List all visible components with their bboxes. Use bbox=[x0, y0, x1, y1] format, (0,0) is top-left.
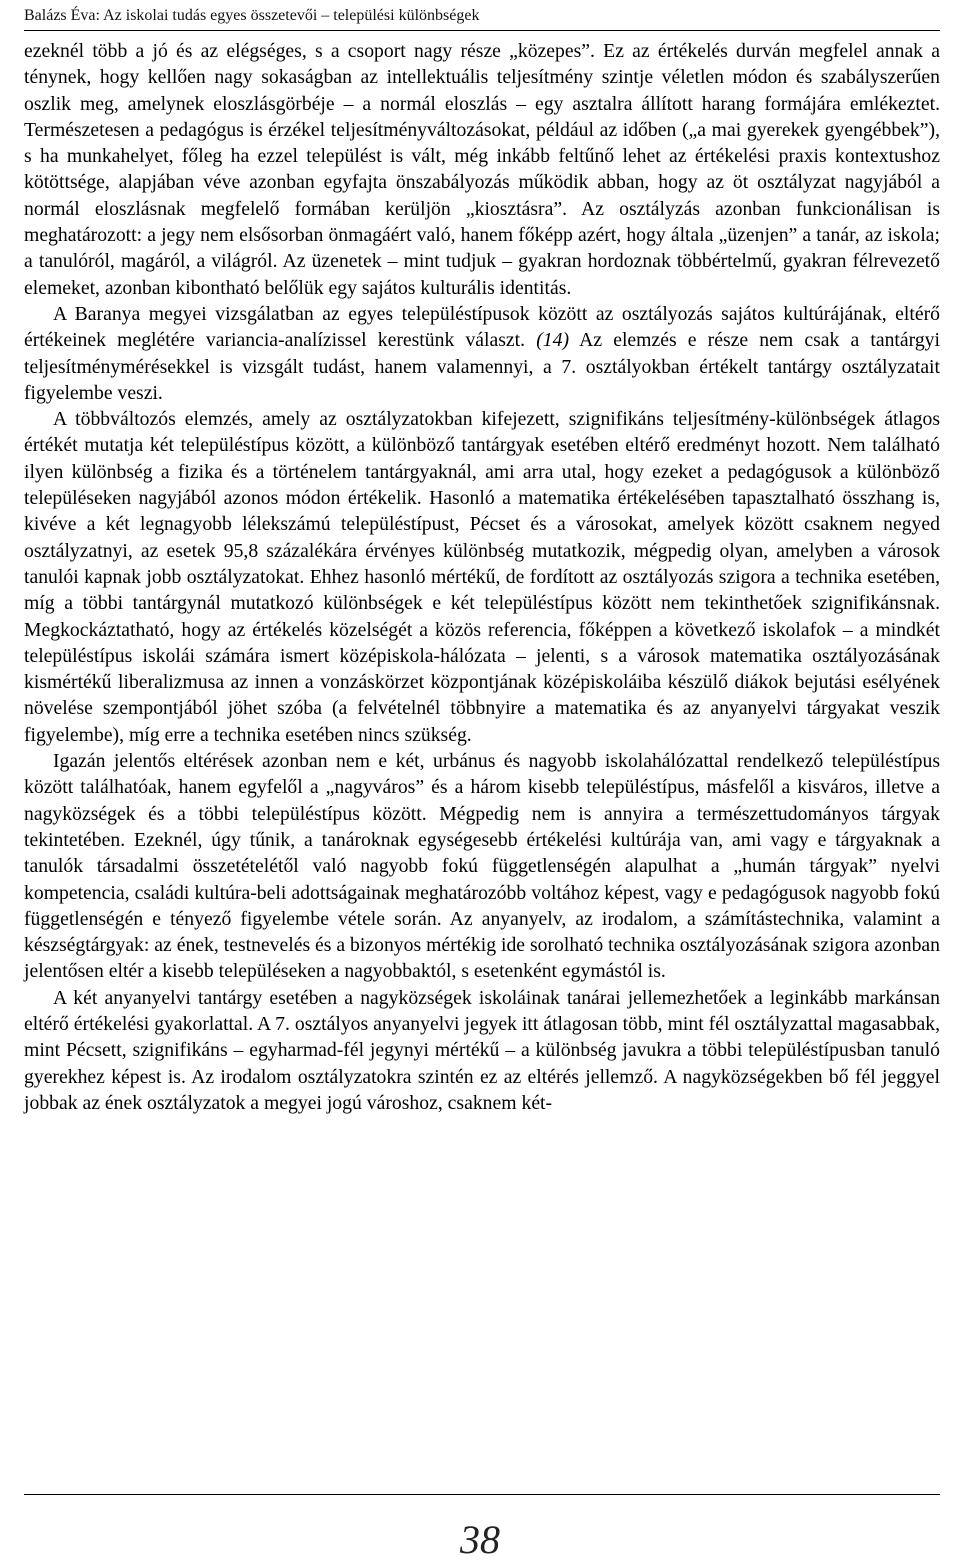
footer-divider bbox=[24, 1494, 940, 1495]
paragraph-2-continuation: Az elemzés e része nem csak a tantárgyi teljesítménymérésekkel is vizsgált tudást, hanem valamennyi, a 7. osztályokban értékelt tantárgy osztályzatait figyelembe veszi. bbox=[24, 329, 940, 404]
header-divider bbox=[24, 30, 940, 31]
paragraph-4-text: Igazán jelentős eltérések azonban nem e két, urbánus és nagyobb iskolahálózattal rendelkező településtípus között találhatóak, hanem egyfelől a „nagyváros” és a három kisebb településtípus, másfelől a kisváros, illetve a nagyközségek és a többi településtípus között. Mégpedig nem is annyira a természettudományos tárgyak tekintetében. Ezeknél, úgy tűnik, a tanároknak egységesebb értékelési kultúrája van, ami vagy e tárgyaknak a tanulók társadalmi összetételétől való nagyobb fokú függetlenségén alapulhat a „humán tárgyak” nyelvi kompetencia, családi kultúra-beli adottságainak meghatározóbb voltához képest, vagy e pedagógusok nagyobb fokú függetlenségén e tényező figyelembe vétele során. Az anyanyelv, az irodalom, a számítástechnika, valamint a készségtárgyak: az ének, testnevelés és a bizonyos mértékig ide sorolható technika osztályozásának szigora azonban jelentősen eltér a kisebb településeken a nagyobbaktól, s esetenként egymástól is. bbox=[24, 750, 940, 983]
paragraph-1 bbox=[24, 38, 940, 301]
paragraph-2-text: A Baranya megyei vizsgálatban az egyes településtípusok között az osztályozás sajátos kultúrájának, eltérő értékeinek meglétére variancia-analízissel kerestünk választ. bbox=[24, 302, 940, 352]
paragraph-2 bbox=[24, 301, 940, 406]
paragraph-3 bbox=[24, 406, 940, 748]
paragraph-4 bbox=[24, 748, 940, 985]
paragraph-5 bbox=[24, 985, 940, 1116]
paragraph-3-text: A többváltozós elemzés, amely az osztályzatokban kifejezett, szignifikáns teljesítmény-különbségek átlagos értékét mutatja két településtípus között, a különböző tantárgyak esetében eltérő eredményt hozott. Nem található ilyen különbség a fizika és a történelem tantárgyaknál, ami arra utal, hogy ezeket a pedagógusok a különböző településeken nagyjából azonos módon értékelik. Hasonló a matematika értékelésében tapasztalható összhang is, kivéve a két legnagyobb lélekszámú településtípust, Pécset és a városokat, amelyek között csaknem negyed osztályzatnyi, az esetek 95,8 százalékára érvényes különbség mutatkozik, mégpedig olyan, amelyben a városok tanulói kapnak jobb osztályzatokat. Ehhez hasonló mértékű, de fordított az osztályozás szigora a technika esetében, míg a többi tantárgynál mutatkozó különbségek e két településtípus között nem tekinthetőek szignifikánsnak. Megkockáztatható, hogy az értékelés közelségét a közös referencia, főképpen a következő iskolafok – a mindkét településtípus iskolái számára ismert középiskola-hálózata – jelenti, s a városok matematika osztályozásának kismértékű liberalizmusa az innen a vonzáskörzet központjának középiskoláiba készülő diákok bejutási esélyének növelése szempontjából jöhet szóba (a felvételnél többnyire a matematika és az anyanyelvi tárgyakat veszik figyelembe), míg erre a technika esetében nincs szükség. bbox=[24, 408, 940, 746]
paragraph-5-text: A két anyanyelvi tantárgy esetében a nagyközségek iskoláinak tanárai jellemezhetőek a leginkább markánsan eltérő értékelési gyakorlattal. A 7. osztályos anyanyelvi jegyek itt átlagosan több, mint fél osztályzattal magasabbak, mint Pécsett, szignifikáns – egyharmad-fél jegynyi mértékű – a különbség javukra a többi településtípusban tanuló gyerekhez képest is. Az irodalom osztályzatokra szintén ez az eltérés jellemző. A nagyközségekben bő fél jeggyel jobbak az ének osztályzatok a megyei jogú városhoz, csaknem két- bbox=[24, 986, 940, 1114]
body-text bbox=[24, 38, 940, 1116]
running-header: Balázs Éva: Az iskolai tudás egyes összetevői – települési különbségek bbox=[24, 7, 480, 24]
footnote-reference: (14) bbox=[536, 329, 570, 352]
page-number: 38 bbox=[460, 1517, 500, 1562]
paragraph-1-text: ezeknél több a jó és az elégséges, s a csoport nagy része „közepes”. Ez az értékelés durván megfelel annak a ténynek, hogy kellően nagy sokaságban az intellektuális teljesítmény szintje véletlen módon és szabályszerűen oszlik meg, amelynek eloszlásgörbéje – a normál eloszlás – egy asztalra állított harang formájára emlékeztet. Természetesen a pedagógus is érzékel teljesítményváltozásokat, például az időben („a mai gyerekek gyengébbek”), s ha munkahelyet, főleg ha ezzel települést is vált, még inkább feltűnő lehet az értékelési praxis kontextushoz kötöttsége, alapjában véve azonban egyfajta önszabályozás működik abban, hogy az öt osztályzat nagyjából a normál eloszlásnak megfelelő formában kerüljön „kiosztásra”. Az osztályzás azonban funkcionálisan is meghatározott: a jegy nem elsősorban önmagáért való, hanem főképp azért, hogy általa „üzenjen” a tanár, az iskola; a tanulóról, magáról, a világról. Az üzenetek – mint tudjuk – gyakran hordoznak többértelmű, gyakran félrevezető elemeket, azonban kibontható belőlük egy sajátos kulturális identitás. bbox=[24, 40, 940, 299]
